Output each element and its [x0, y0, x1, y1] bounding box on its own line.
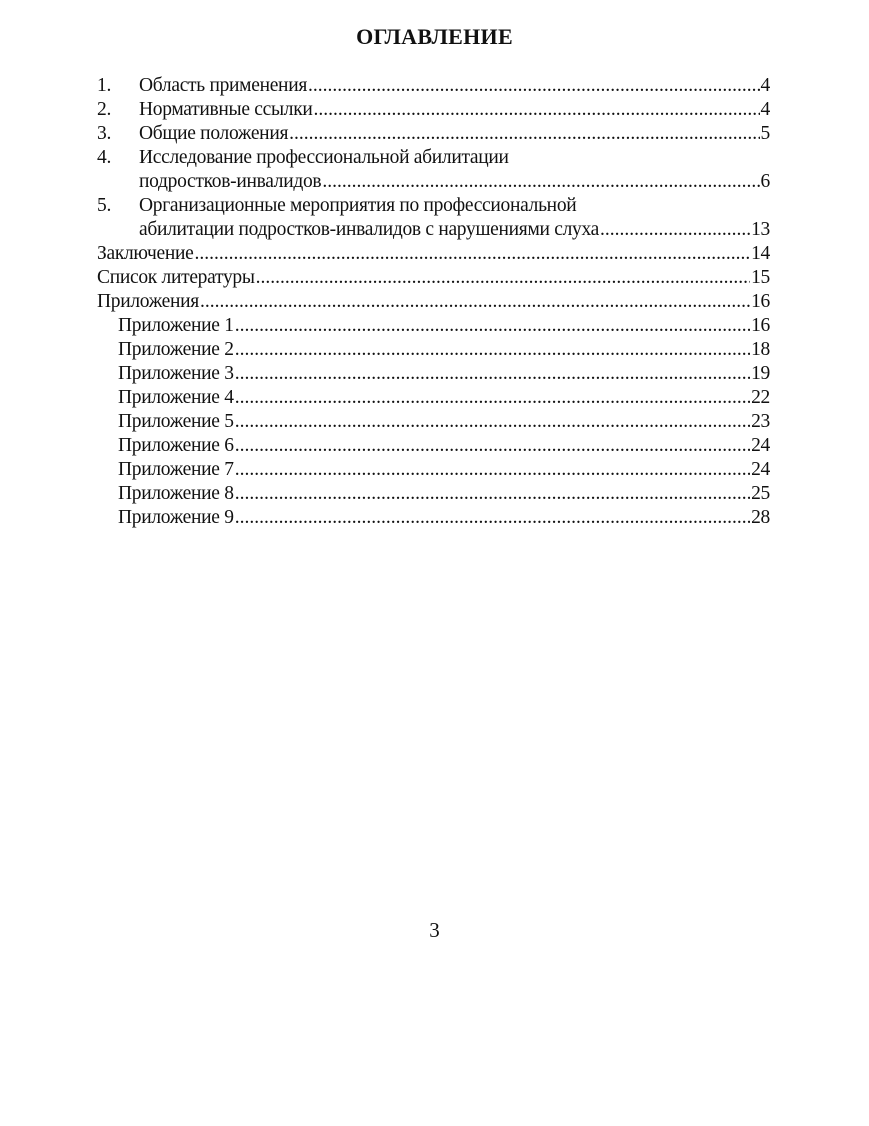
dot-leader: [200, 290, 750, 314]
toc-entry-5-line2[interactable]: [97, 218, 770, 242]
toc-entry-1[interactable]: [97, 74, 770, 98]
dot-leader: [235, 386, 750, 410]
toc-entry-label: Список литературы: [97, 267, 255, 288]
toc-entry-page: 14: [751, 243, 770, 264]
toc-entry-label: Приложение 1: [118, 315, 234, 336]
dot-leader: [235, 362, 750, 386]
toc-entry-label: Приложение 8: [118, 483, 234, 504]
toc-entry-appendix-1[interactable]: [97, 314, 770, 338]
toc-entry-appendix-2[interactable]: [97, 338, 770, 362]
toc-entry-page: 23: [751, 411, 770, 432]
dot-leader: [322, 170, 759, 194]
toc-entry-appendices[interactable]: [97, 290, 770, 314]
toc-entry-label: Приложение 5: [118, 411, 234, 432]
toc-entry-label: Приложение 3: [118, 363, 234, 384]
toc-entry-label: Область применения: [139, 75, 307, 96]
toc-entry-label: Приложения: [97, 291, 199, 312]
toc-entry-number: 4.: [97, 147, 112, 168]
toc-entry-appendix-7[interactable]: [97, 458, 770, 482]
toc-entry-label: Заключение: [97, 243, 194, 264]
toc-entry-page: 28: [751, 507, 770, 528]
toc-entry-page: 5: [760, 123, 770, 144]
toc-entry-appendix-5[interactable]: [97, 410, 770, 434]
page-number: 3: [429, 918, 440, 942]
toc-entry-page: 19: [751, 363, 770, 384]
dot-leader: [314, 98, 760, 122]
toc-entry-page: 16: [751, 291, 770, 312]
toc-entry-5-line1[interactable]: [97, 194, 770, 218]
toc-entry-label: Приложение 2: [118, 339, 234, 360]
toc-entry-number: 5.: [97, 195, 112, 216]
toc-entry-page: 4: [760, 75, 770, 96]
dot-leader: [235, 338, 750, 362]
dot-leader: [235, 410, 750, 434]
table-of-contents: [97, 74, 770, 530]
toc-entry-2[interactable]: [97, 98, 770, 122]
toc-entry-label: Приложение 4: [118, 387, 234, 408]
toc-entry-label: Нормативные ссылки: [139, 99, 313, 120]
toc-entry-number: 1.: [97, 75, 112, 96]
toc-entry-appendix-6[interactable]: [97, 434, 770, 458]
toc-entry-label: Приложение 6: [118, 435, 234, 456]
dot-leader: [256, 266, 750, 290]
toc-entry-page: 24: [751, 459, 770, 480]
page-title: ОГЛАВЛЕНИЕ: [356, 24, 513, 49]
dot-leader: [194, 242, 750, 266]
dot-leader: [235, 458, 750, 482]
toc-entry-label: Приложение 9: [118, 507, 234, 528]
toc-entry-4-line2[interactable]: [97, 170, 770, 194]
toc-entry-page: 16: [751, 315, 770, 336]
toc-entry-number: 3.: [97, 123, 112, 144]
toc-entry-label: Общие положения: [139, 123, 289, 144]
dot-leader: [235, 506, 750, 530]
toc-entry-label-continued: подростков-инвалидов: [139, 171, 322, 192]
toc-entry-references[interactable]: [97, 266, 770, 290]
toc-entry-page: 15: [751, 267, 770, 288]
toc-entry-page: 22: [751, 387, 770, 408]
toc-entry-number: 2.: [97, 99, 112, 120]
toc-entry-conclusion[interactable]: [97, 242, 770, 266]
toc-entry-page: 6: [760, 171, 770, 192]
toc-entry-4-line1[interactable]: [97, 146, 770, 170]
toc-entry-page: 13: [751, 219, 770, 240]
toc-entry-page: 18: [751, 339, 770, 360]
toc-entry-label: Организационные мероприятия по профессиональной: [139, 195, 577, 216]
dot-leader: [289, 122, 759, 146]
toc-entry-appendix-8[interactable]: [97, 482, 770, 506]
toc-entry-appendix-4[interactable]: [97, 386, 770, 410]
toc-entry-appendix-3[interactable]: [97, 362, 770, 386]
toc-entry-label: Приложение 7: [118, 459, 234, 480]
dot-leader: [308, 74, 760, 98]
toc-entry-label: Исследование профессиональной абилитации: [139, 147, 509, 168]
toc-entry-page: 4: [760, 99, 770, 120]
toc-entry-page: 24: [751, 435, 770, 456]
dot-leader: [235, 314, 750, 338]
toc-entry-page: 25: [751, 483, 770, 504]
dot-leader: [600, 218, 750, 242]
dot-leader: [235, 482, 750, 506]
toc-entry-label-continued: абилитации подростков-инвалидов с нарушениями слуха: [139, 219, 599, 240]
dot-leader: [235, 434, 750, 458]
toc-entry-3[interactable]: [97, 122, 770, 146]
toc-entry-appendix-9[interactable]: [97, 506, 770, 530]
